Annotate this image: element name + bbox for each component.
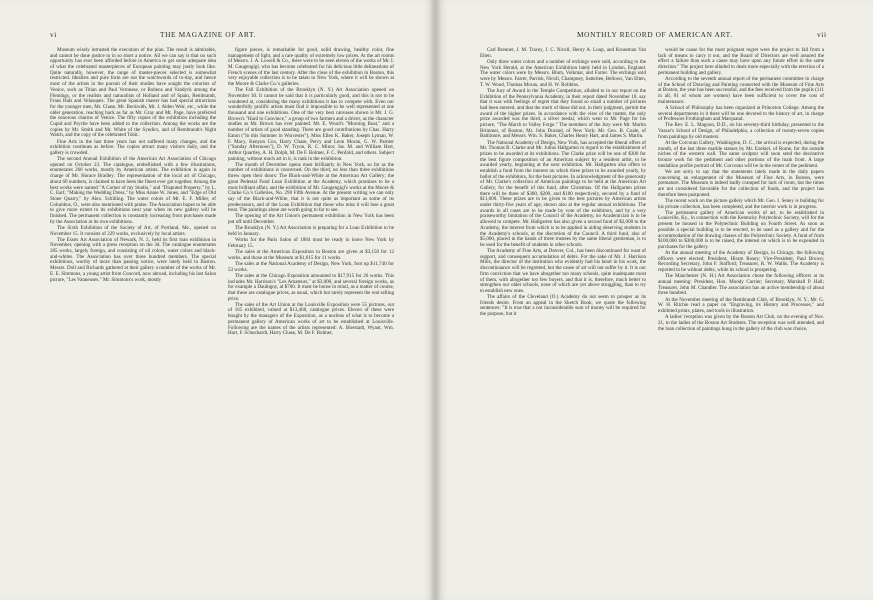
left-column-1 (50, 48, 216, 283)
right-page (439, 0, 873, 600)
left-running-title: THE MAGAZINE OF ART. (160, 30, 256, 39)
right-running-head (439, 30, 873, 44)
right-page-number: vii (817, 30, 827, 39)
paragraph: The National Academy of Design, New York, has accepted the liberal offers of Mr. Thomas B. Clarke and Mr. Julius Hallgarten in regard to the establishment of prizes to be awarded at its exhibitions. The Clarke prize will be one of $300 for the best figure composition of an American subject by a resident artist, to be awarded yearly, beginning at the next exhibition. Mr. Hallgarten also offers to establish a fund from the interest on which three prizes to be awarded yearly, by ballot of the exhibitors, for the best pictures. In acknowledgment of the generosity of Mr. Clarke's collection of American paintings to be held at the American Art Gallery, for the benefit of this fund, after Christmas. Of the Hallgarten prizes there will be three of $300, $200, and $100 respectively, secured by a fund of $11,000. These prizes are to be given to the best pictures by American artists under thirty-five years of age, shown also at the regular annual exhibitions. The awards in all cases are to be made by vote of the exhibitors, and by a very praiseworthy limitation of the Council of the Academy, no Academician is to be allowed to compete. Mr. Hallgarten has also given a second fund of $2,000 to the Academy, the interest from which is to be applied in aiding deserving students in the Academy's schools, at the discretion of the Council. A third fund, also of $5,000, placed in the hands of three trustees by the same liberal gentleman, is to be used for the benefit of students in other schools. (480, 139, 646, 248)
paragraph: The Fall Exhibition of the Brooklyn (N. Y.) Art Association opened on November 30. It cannot be said that it is particularly good, and this is not to be wondered at, considering the many exhibitions it has to compete with. Even our wonderfully prolific artists must find it impossible to be well represented at one thousand and one exhibitions. One of the very best canvases shown is Mr. J. G. Brown's "Hard to Convince," a group of two farmers and a driver, as the character studies as Mr. Brown has ever painted. Mr. E. Wood's "Morning Boat," and a number of artists of good standing. There are good contributions by Chas. Harry Eaton ("In this Summer in Worcester"), Miss Ellen K. Baker, Joseph Lyman, W. F. Macy, Kenyon Cox, Harry Chase, Percy and Leon Moran, G. W. Parmer ("Sunday Afternoon"), D. W. Tryon, R. C. Minor, Jas. M. and William Hart, Arthur Quartley, A. H. Dolph, M. De F. Bolmer, F. C. Penfold, and others. Subject painting, without much art in it, is rank in the exhibition. (228, 87, 394, 162)
paragraph: Museum wisely intrusted the execution of the plan. The result is admirable, and cannot be done justice to in so short a notice. All we can say is that no such opportunity has ever been afforded before in America to get some adequate idea of what the celebrated masterpieces of European painting may justly look like. Quite naturally, however, the range of master-pieces selected is somewhat restricted. Idealists and pure form are not the watchwords of to-day, and hence most of the artists in the pursuit of their studies have sought the colorists of Venice, such as Titian and Paul Veronese, or Rubens and Vandyck among the Flemings, or the realists and naturalists of Holland and of Spain, Rembrandt, Frans Hals and Velasquez. The great Spanish master has had special attractions for the younger men, Mr. Chase, Mr. Beckwith, Mr. J. Alden Weir, etc., while the older generation, reaching back as far as Mr. Gray and Mr. Page, have preferred the sonorous charms of Venice. The fifty copies of the exhibition including the Cupid and Psyche have been added to the collection. Among the works are the copies by Mr. Smith and Mr. White of the Syndics, and of Rembrandt's Night Watch, and the copy of the celebrated Tobit. (50, 47, 216, 139)
paragraph: According to the seventh annual report of the permanent committee in charge of the School of Drawing and Painting connected with the Museum of Fine Arts at Boston, the year has been successful, and the fees received from the pupils (111 in all, 81 of whom are women) have been sufficient to cover the cost of maintenance. (658, 75, 824, 105)
paragraph: At the Corcoran Gallery, Washington, D. C., the arrival is expected, during the month, of the last three marble statues by Mr. Ezekiel, of Rome, for the outside niches of the western wall. The same sculptor will soon send the decorative bronze work for the pediment and other portions of the main front. A large medallion profile portrait of Mr. Corcoran will be in the center of the pediment. (658, 140, 824, 169)
paragraph: The recent work on the picture gallery which Mr. Geo. I. Seney is building for his private collection, has been completed, and the interior work is in progress. (658, 197, 824, 210)
paragraph: Only three water colors and a number of etchings were sold, according to the New York Herald, at the American Exhibition lately held in London, England. The water colors were by Messrs. Blum, Volkmar, and Farrer. The etchings sold were by Messrs. Farrer, Parrish, Nicoll, Champney, Satterlee, Bellows, Van Elten, T. W. Wood, Thomas Moran, and H. W. Robbins. (480, 58, 646, 88)
paragraph: A ladies' reception was given by the Boston Art Club, on the evening of Nov. 21, to the ladies of the Boston Art Students. The reception was well attended, and the loan collection of paintings hung in the gallery of the club was choice, (658, 314, 824, 332)
paragraph: We are sorry to say that the statements lately made in the daily papers concerning an enlargement of the Museum of Fine Arts, in Boston, were premature. The Museum is indeed badly cramped for lack of room, but the times are not considered favorable for the collection of funds, and the project has therefore been postponed. (658, 168, 824, 198)
paragraph: At the annual meeting of the Academy of Design, in Chicago, the following officers were elected: President, Hiram Rosey; Vice-President, Paul Brown; Recording Secretary, John F. Stafford; Treasurer, R. W. Wallis. The Academy is reported to be without debts, while its school is prospering. (658, 250, 824, 274)
left-page (0, 0, 432, 600)
paragraph: The month of December opens most brilliantly in New York, so far as the number of exhibitions is concerned. On the third, no less than three exhibitions threw open their doors: The Black-and-White at the American Art Gallery; the great Pedestal Fund Loan Exhibition at the Academy, which promises to be a most brilliant affair, and the exhibition of Mr. Gaugengigl's works at the Moore & Clarke Co.'s Galleries, No. 290 Fifth Avenue. At the present writing we can only say of the Black-and-White, that it is not quite as important as some of its predecessors, and of the Loan Exhibition that those who miss it will lose a great treat. The paintings alone are worth going to far to see. (228, 161, 394, 214)
left-page-number: vi (50, 30, 57, 39)
paragraph: The opening of the Art Union's permanent exhibition in New York has been put off until December. (228, 213, 394, 226)
paragraph: The Essex Art Association of Newark, N. J., held its first loan exhibition in November, opening with a press reception on the 3d. The catalogue enumerates 285 works, largely foreign, and consisting of oil colors, water colors and black-and-whites. The Association has over three hundred members. The special exhibitions, worthy of more than passing notice, were lately held in Boston. Messrs. Doll and Richards gathered at their gallery a number of the works of Mr. E. E. Simmons, a young artist from Concord, now abroad, including his last Salon picture, "Les Vanneuses." Mr. Simmons's work, mostly (50, 236, 216, 283)
paragraph: figure pieces, is remarkable for good, solid drawing, healthy color, fine management of light, and a rare quality of extremely low prices. At the art rooms of Messrs. J. A. Lowell & Co., there were to be seen eleven of the works of Mr. I. M. Gaugengigl, who has become celebrated for his delicious little delineations of French scenes of the last century. After the close of the exhibition in Boston, this very enjoyable collection is to be taken to New York, where it will be shown at the Moore & Clarke Co.'s galleries. (228, 47, 394, 88)
paragraph: The Academy of Fine Arts, at Denver, Col., has been discontinued for want of support, and consequent accumulation of debts. For the sake of Mr. J. Harrison Mills, the director of the institution who evidently had his heart in his work, the discontinuance will be regretted, but the cause of art will not suffer by it. It is our firm conviction that we have altogether too many schools, quite inadequate most of them, with altogether too few buyers, and that it is, therefore, much better to strengthen our older schools, none of which are yet above struggling, than to try to establish new ones. (480, 248, 646, 294)
paragraph: At the November meeting of the Rembrandt Club, of Brooklyn, N. Y., Mr. G. W. H. Ritchie read a paper on "Engraving, its History and Processes," and exhibited prints, plates, and tools in illustration. (658, 296, 824, 314)
right-column-2 (658, 48, 824, 332)
paragraph: The permanent gallery of American works of art, to be established in Louisville, Ky., in connection with the Kentucky Polytechnic Society, will for the present be housed in the Polytechnic Building on Fourth Street. As soon as possible a special building is to be erected, to be used as a gallery and for the accommodation of the drawing classes of the Polytechnic Society. A fund of from $100,000 to $300,000 is to be raised, the interest on which is to be expended in purchases for the gallery. (658, 209, 824, 250)
paragraph: The Manchester (N. H.) Art Association chose the following officers at its annual meeting: President, Hon. Moody Currier; Secretary, Marshall P. Hall; Treasurer, John M. Chandler. The association has an active membership of about three hundred. (658, 273, 824, 297)
paragraph: The sales at the American Exposition in Boston are given at $3,150 for 12 works, and those at the Museum at $1,615 for 11 works. (228, 249, 394, 261)
paragraph: Fine Arts in the last three years has not suffered many changes, and the exhibition continues as before. The copies attract many visitors daily, and the gallery is crowded. (50, 138, 216, 156)
left-column-2 (228, 48, 394, 337)
left-running-head (0, 30, 432, 44)
paragraph: The Sixth Exhibition of the Society of Art, of Portland, Me., opened on November 15. It consists of 229 works, exclusively by local artists. (50, 224, 216, 237)
paragraph: The affairs of the Cleveland (O.) Academy do not seem to prosper as its friends desire. From an appeal in the Sketch Book, we quote the following sentences: "It is true that a not inconsiderable sum of money will be required for the purpose, but it (480, 294, 646, 318)
paragraph: would be cause for the most poignant regret were the project to fall from a lack of means to carry it out, and the Board of Directors are well assured the effect a failure than such a cause may have upon any future effort in the same direction." The project here alluded to deals more especially with the erection of a permanent building and gallery. (658, 47, 824, 76)
paragraph: The sales of the Art Union at the Louisville Exposition were 55 pictures, out of 165 exhibited, valued at $13,460, catalogue prices. Eleven of these were bought by the managers of the Exposition, as a nucleus of what is to become a permanent gallery of American works of art to be established at Louisville. Following are the names of the artists represented: A. Bierstadt, Wyant, Wm. Hart, F. Schuchardt, Harry Chase, M. De F. Bolmer, (228, 301, 394, 337)
paragraph: The Brooklyn (N. Y.) Art Association is preparing for a Loan Exhibition to be held in January. (228, 225, 394, 237)
paragraph: The second Annual Exhibition of the American Art Association of Chicago opened on October 23. The catalogue, embellished with a few illustrations, enumerates 266 works, mostly by American artists. The exhibition is again in charge of Mr. Horace Bradley. The representation of the local art of Chicago, about 60 numbers, is claimed to have been the finest ever got together. Among the best works were named "A Corner of my Studio," and "Disputed Property," by L. C. Earl; "Making the Wedding Dress," by Miss Annie W. Jones, and "Edge of Old Stone Quarry," by Alex. Schilling. The water colors of Mr. E. F. Miller, of Columbus, O., were also mentioned with praise. The Association hopes to be able to give more extent to its exhibitions next year when its new gallery will be finished. The permanent collection is constantly increasing from purchases made by the Association at its own exhibitions. (50, 156, 216, 225)
book-gutter (432, 0, 439, 600)
paragraph: Works for the Paris Salon of 1884 must be ready to leave New York by February 15. (228, 237, 394, 249)
paragraph: The Jury of Award in the Temple Competition, alluded to in our report on the Exhibition of the Pennsylvania Academy, in their report dated November 18, say that it was with feelings of regret that they found so small a number of pictures had been entered, and that the merit of these did not, in their judgment, permit the award of the higher prizes. In accordance with the view of the matter, the only prize awarded was the third, a silver medal, which went to Mr. Page for his picture, "The March to Valley Forge." The members of the Jury were Mr. Martin Brimmer, of Boston; Mr. John Durand, of New York; Mr. Geo. B. Coale, of Baltimore, and Messrs. Wm. S. Baker, Charles Henry Hart, and James S. Martin. (480, 87, 646, 140)
paragraph: The sales at the National Academy of Design, New York, foot up $11,740 for 53 works. (228, 260, 394, 273)
right-running-title: MONTHLY RECORD OF AMERICAN ART. (577, 30, 733, 39)
paragraph: Carl Brenner, J. M. Tracey, J. C. Nicoll, Henry A. Loop, and Kruseman Van Elten. (480, 47, 646, 59)
right-column-1 (480, 48, 646, 318)
paragraph: The sales at the Chicago Exposition amounted to $17,915 for 26 works. This includes Mr. Harrison's "Les Amateurs," at $3,000, and several foreign works, as for example a Daubigny, at $700. It must be borne in mind, as a matter of course, that these are catalogue prices, as usual, which but rarely represent the real selling price. (228, 272, 394, 302)
paragraph: A School of Philosophy has been organized at Princeton College. Among the several departments in it there will be one devoted to the history of art, in charge of Professors Frothingham and Marquand. (658, 104, 824, 123)
paragraph: The Rev. E. L. Magoon, D.D., on his seventy-third birthday, presented to the Vassar's School of Design, of Philadelphia, a collection of twenty-seven copies from paintings by old masters. (658, 122, 824, 140)
